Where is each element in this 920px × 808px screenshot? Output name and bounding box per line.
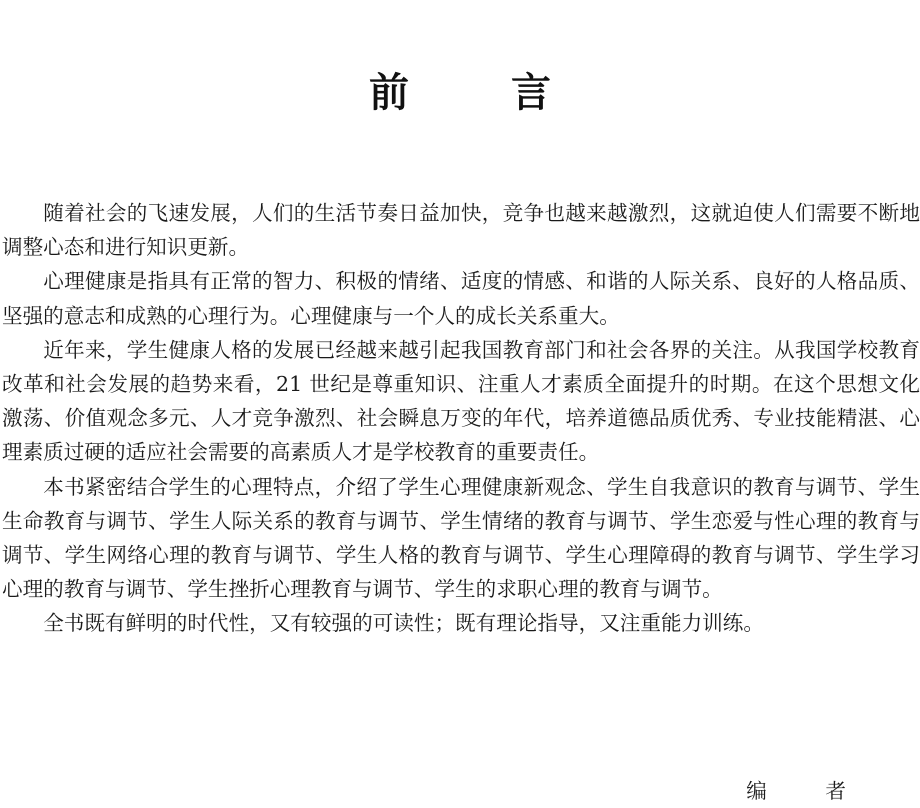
paragraph-5: 全书既有鲜明的时代性，又有较强的可读性；既有理论指导，又注重能力训练。	[43, 611, 764, 636]
paragraph-3: 近年来，学生健康人格的发展已经越来越引起我国教育部门和社会各界的关注。从我国学校教育改革和社会发展的趋势来看，21 世纪是尊重知识、注重人才素质全面提升的时期。在这个思想文化激荡、价值观念多元、人才竞争激烈、社会瞬息万变的年代，培养道德品质优秀、专业技能精湛、心理素质过硬的适应社会需要的高素质人才是学校教育的重要责任。	[2, 337, 920, 465]
page-title: 前 言	[369, 68, 595, 116]
paragraph-2: 心理健康是指具有正常的智力、积极的情绪、适度的情感、和谐的人际关系、良好的人格品质、坚强的意志和成熟的心理行为。心理健康与一个人的成长关系重大。	[2, 269, 920, 328]
author-signature: 编 者	[746, 779, 872, 803]
paragraph-1: 随着社会的飞速发展，人们的生活节奏日益加快，竞争也越来越激烈，这就迫使人们需要不断地调整心态和进行知识更新。	[2, 201, 920, 260]
paragraph-4: 本书紧密结合学生的心理特点，介绍了学生心理健康新观念、学生自我意识的教育与调节、学生生命教育与调节、学生人际关系的教育与调节、学生情绪的教育与调节、学生恋爱与性心理的教育与调节、学生网络心理的教育与调节、学生人格的教育与调节、学生心理障碍的教育与调节、学生学习心理的教育与调节、学生挫折心理教育与调节、学生的求职心理的教育与调节。	[2, 474, 920, 602]
preface-body	[2, 196, 920, 641]
